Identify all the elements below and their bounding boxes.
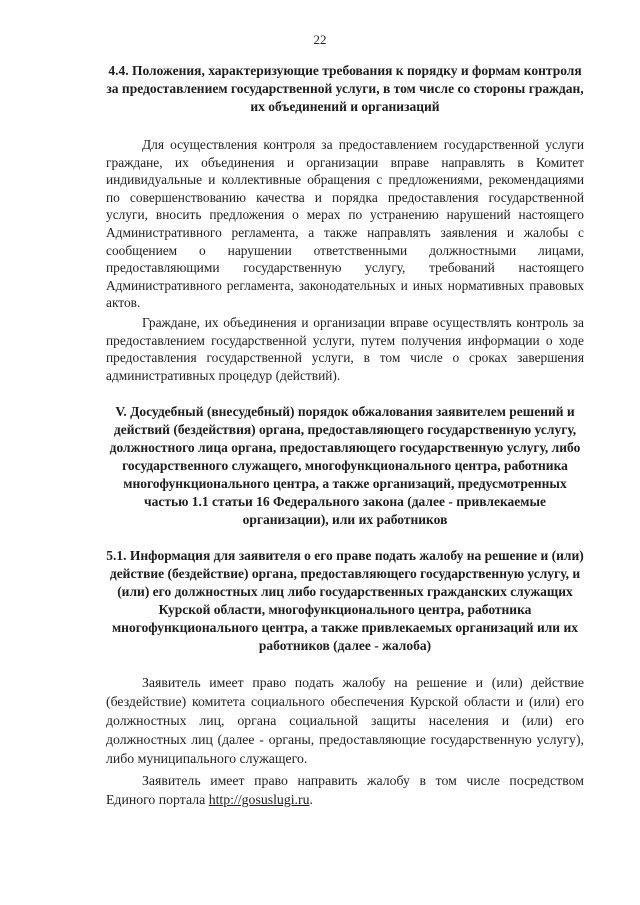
section-v-heading: V. Досудебный (внесудебный) порядок обжалования заявителем решений и действий (бездействия) органа, предоставляющего государственную услугу, должностного лица органа, предоставляющего государственную услугу, либо государственного служащего, многофункционального центра, работника многофункционального центра, а также организаций, предусмотренных частью 1.1 статьи 16 Федерального закона (далее - привлекаемые организации), или их работников xyxy=(109,404,581,528)
paragraph-2-end: . xyxy=(309,792,313,808)
paragraph-2-text: Заявитель имеет право направить жалобу в том числе посредством Единого портала xyxy=(106,773,584,808)
page-number: 22 xyxy=(313,32,327,47)
section-4-4-heading: 4.4. Положения, характеризующие требования к порядку и формам контроля за предоставлением государственной услуги, в том числе со стороны граждан, их объединений и организаций xyxy=(106,63,584,114)
section-4-4-paragraph-1: Для осуществления контроля за предоставлением государственной услуги граждане, их объединения и организации вправе направлять в Комитет индивидуальные и коллективные обращения с предложениями, рекомендациями по совершенствованию качества и порядка предоставления государственной услуги, вносить предложения о мерах по устранению нарушений настоящего Административного регламента, а также направлять заявления и жалобы с сообщением о нарушении ответственными должностными лицами, предоставляющими государственную услугу, требований настоящего Административного регламента, законодательных и иных нормативных правовых актов. xyxy=(106,137,584,311)
section-5-1-paragraph-1: Заявитель имеет право подать жалобу на решение и (или) действие (бездействие) комитета социального обеспечения Курской области и (или) его должностных лиц, органа социальной защиты населения и (или) его должностных лиц (далее - органы, предоставляющие государственную услугу), либо муниципального служащего. xyxy=(106,675,584,767)
section-5-1-heading: 5.1. Информация для заявителя о его праве подать жалобу на решение и (или) действие (бездействие) органа, предоставляющего государственную услугу, и (или) его должностных лиц либо государственных гражданских служащих Курской области, многофункционального центра, работника многофункционального центра, а также привлекаемых организаций или их работников (далее - жалоба) xyxy=(106,548,584,654)
section-4-4-paragraph-2: Граждане, их объединения и организации вправе осуществлять контроль за предоставлением государственной услуги, путем получения информации о ходе предоставления государственной услуги, в том числе о сроках завершения административных процедур (действий). xyxy=(106,314,584,383)
page-content xyxy=(106,62,584,809)
section-5-1-paragraph-2 xyxy=(106,771,584,809)
gosuslugi-link[interactable]: http://gosuslugi.ru xyxy=(208,792,310,808)
